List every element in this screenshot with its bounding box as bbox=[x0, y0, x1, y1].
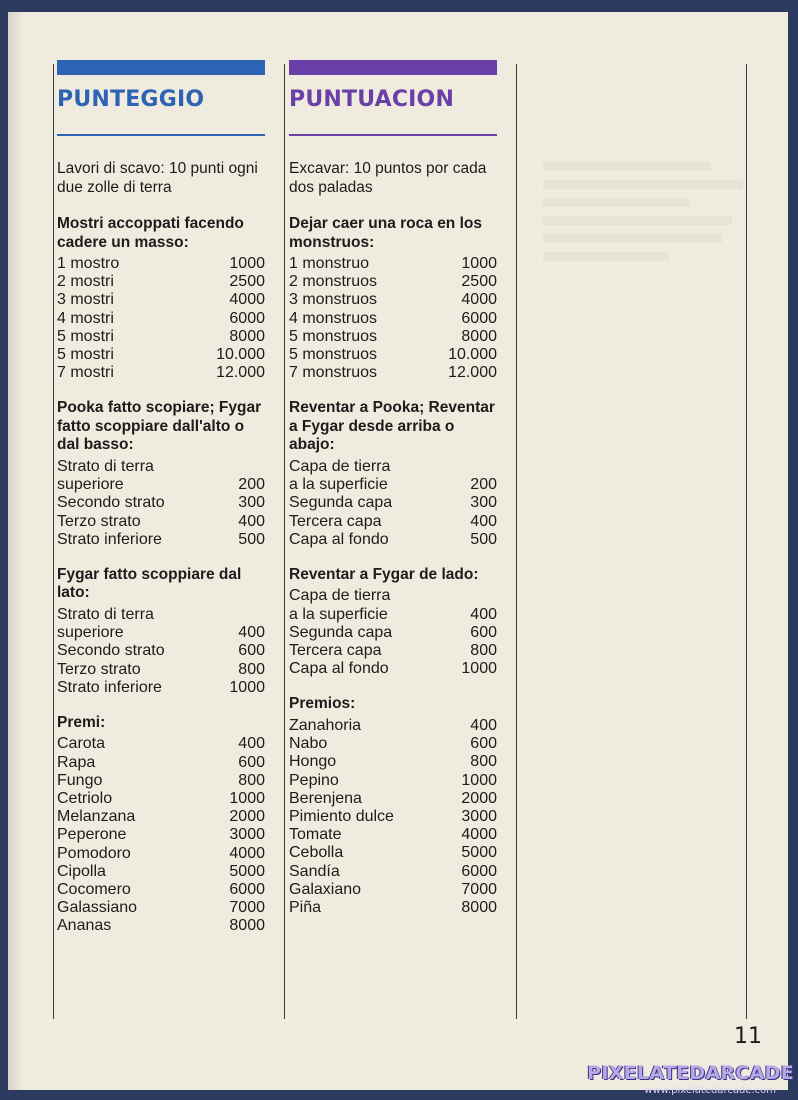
score-label: Galassiano bbox=[57, 899, 138, 917]
watermark bbox=[587, 1062, 798, 1100]
score-label: Segunda capa bbox=[289, 623, 393, 641]
score-value: 8000 bbox=[461, 898, 497, 916]
score-row bbox=[57, 310, 265, 328]
score-label: Secondo strato bbox=[57, 494, 165, 512]
score-value: 4000 bbox=[229, 844, 265, 862]
score-label: Pimiento dulce bbox=[289, 807, 394, 825]
score-row bbox=[57, 513, 265, 531]
score-value: 2500 bbox=[461, 273, 497, 291]
score-label: Berenjena bbox=[289, 789, 362, 807]
score-row bbox=[289, 531, 497, 549]
watermark-url: www.pixelatedarcade.com bbox=[644, 1085, 776, 1096]
italian-rock-heading: Mostri accoppati facendo cadere un masso: bbox=[57, 215, 244, 251]
score-value: 7000 bbox=[461, 880, 497, 898]
score-row bbox=[289, 660, 497, 678]
score-row bbox=[289, 273, 497, 291]
score-value: 12.000 bbox=[448, 364, 497, 382]
score-label: Capa al fondo bbox=[289, 530, 389, 548]
spanish-prize-heading: Premios: bbox=[289, 695, 356, 713]
score-value: 3000 bbox=[461, 807, 497, 825]
score-row bbox=[57, 790, 265, 808]
score-row bbox=[57, 826, 265, 844]
italian-prize-heading: Premi: bbox=[57, 713, 106, 731]
score-label: Pomodoro bbox=[57, 844, 131, 862]
score-value: 5000 bbox=[229, 862, 265, 880]
score-value: 1000 bbox=[461, 255, 497, 272]
score-label: Sandía bbox=[289, 862, 340, 880]
score-row bbox=[289, 863, 497, 881]
score-value: 800 bbox=[238, 771, 265, 789]
score-value: 1000 bbox=[229, 790, 265, 808]
score-label: Peperone bbox=[57, 826, 127, 844]
score-value: 6000 bbox=[461, 309, 497, 327]
score-value: 1000 bbox=[461, 771, 497, 789]
score-row bbox=[57, 273, 265, 291]
score-label: Strato inferiore bbox=[57, 530, 162, 548]
score-row bbox=[289, 808, 497, 826]
score-value: 600 bbox=[470, 735, 497, 753]
score-label: Terzo strato bbox=[57, 512, 141, 530]
spanish-prize-table bbox=[289, 717, 497, 917]
score-value: 500 bbox=[238, 530, 265, 548]
watermark-brand: PIXELATEDARCADE bbox=[587, 1062, 794, 1084]
score-row bbox=[57, 881, 265, 899]
score-row bbox=[289, 291, 497, 309]
page-number: 11 bbox=[734, 1024, 762, 1049]
score-row bbox=[57, 346, 265, 364]
score-value: 4000 bbox=[461, 826, 497, 844]
score-row bbox=[57, 291, 265, 309]
score-value: 800 bbox=[238, 660, 265, 678]
score-label: Nabo bbox=[289, 735, 328, 753]
score-value: 300 bbox=[470, 494, 497, 512]
italian-dig-text: Lavori di scavo: 10 punti ogni due zolle di terra bbox=[57, 160, 258, 196]
score-label: Terzo strato bbox=[57, 660, 141, 678]
score-value: 400 bbox=[238, 735, 265, 753]
spanish-rock-table bbox=[289, 255, 497, 382]
score-label: superiore bbox=[57, 624, 124, 642]
score-value: 10.000 bbox=[448, 346, 497, 364]
spanish-header-bar bbox=[289, 60, 497, 75]
spanish-side-heading: Reventar a Fygar de lado: bbox=[289, 565, 479, 583]
score-value: 400 bbox=[470, 512, 497, 530]
italian-title-rule bbox=[57, 134, 265, 136]
italian-side-heading: Fygar fatto scoppiare dal lato: bbox=[57, 565, 242, 602]
score-row bbox=[289, 642, 497, 660]
spanish-pop-table bbox=[289, 476, 497, 549]
spanish-title-rule bbox=[289, 134, 497, 136]
score-value: 4000 bbox=[229, 291, 265, 309]
score-value: 8000 bbox=[229, 917, 265, 935]
score-row bbox=[57, 863, 265, 881]
italian-side-subhead: Strato di terra bbox=[57, 605, 154, 623]
italian-rock-table bbox=[57, 255, 265, 382]
score-value: 600 bbox=[470, 623, 497, 641]
score-label: Cocomero bbox=[57, 881, 131, 899]
score-value: 600 bbox=[238, 642, 265, 660]
score-row bbox=[289, 735, 497, 753]
score-label: 1 mostro bbox=[57, 255, 120, 272]
score-label: Cipolla bbox=[57, 862, 106, 880]
score-label: 3 mostri bbox=[57, 291, 114, 309]
italian-title: PUNTEGGIO bbox=[57, 87, 205, 112]
score-value: 6000 bbox=[229, 309, 265, 327]
score-label: 7 monstruos bbox=[289, 364, 378, 382]
italian-pop-table bbox=[57, 476, 265, 549]
score-row bbox=[57, 642, 265, 660]
score-row bbox=[289, 753, 497, 771]
score-value: 1000 bbox=[229, 255, 265, 272]
score-value: 200 bbox=[470, 476, 497, 494]
score-label: 1 monstruo bbox=[289, 255, 370, 272]
score-label: a la superficie bbox=[289, 605, 388, 623]
score-row bbox=[289, 255, 497, 273]
score-label: 4 monstruos bbox=[289, 309, 378, 327]
score-row bbox=[289, 717, 497, 735]
score-label: Tercera capa bbox=[289, 642, 382, 660]
score-value: 2000 bbox=[461, 789, 497, 807]
score-value: 4000 bbox=[461, 291, 497, 309]
column-rule-left bbox=[53, 64, 54, 1019]
spanish-title: PUNTUACION bbox=[289, 87, 455, 112]
score-row bbox=[289, 606, 497, 624]
score-value: 1000 bbox=[229, 678, 265, 696]
score-value: 500 bbox=[470, 530, 497, 548]
score-value: 400 bbox=[238, 512, 265, 530]
score-row bbox=[57, 899, 265, 917]
italian-prize-table bbox=[57, 735, 265, 935]
score-row bbox=[289, 790, 497, 808]
score-value: 400 bbox=[470, 605, 497, 623]
spanish-side-subhead: Capa de tierra bbox=[289, 587, 391, 605]
spanish-pop-subhead: Capa de tierra bbox=[289, 457, 391, 475]
score-label: Cebolla bbox=[289, 844, 344, 862]
score-row bbox=[57, 624, 265, 642]
score-row bbox=[57, 917, 265, 935]
score-value: 8000 bbox=[461, 327, 497, 345]
score-label: Tomate bbox=[289, 826, 342, 844]
score-row bbox=[57, 531, 265, 549]
score-value: 7000 bbox=[229, 899, 265, 917]
spanish-rock-heading: Dejar caer una roca en los monstruos: bbox=[289, 215, 482, 251]
score-row bbox=[289, 899, 497, 917]
score-label: 5 monstruos bbox=[289, 346, 378, 364]
score-row bbox=[57, 494, 265, 512]
score-label: Rapa bbox=[57, 753, 96, 771]
score-row bbox=[57, 808, 265, 826]
score-value: 10.000 bbox=[216, 346, 265, 364]
score-row bbox=[57, 255, 265, 273]
spanish-dig-text: Excavar: 10 puntos por cada dos paladas bbox=[289, 160, 487, 196]
score-row bbox=[57, 476, 265, 494]
column-rule-middle bbox=[284, 64, 285, 1019]
score-label: 5 mostri bbox=[57, 346, 114, 364]
score-value: 300 bbox=[238, 494, 265, 512]
score-value: 2500 bbox=[229, 273, 265, 291]
spanish-side-table bbox=[289, 606, 497, 679]
score-value: 6000 bbox=[461, 862, 497, 880]
score-label: Tercera capa bbox=[289, 512, 382, 530]
score-value: 800 bbox=[470, 753, 497, 771]
score-row bbox=[57, 754, 265, 772]
score-label: Melanzana bbox=[57, 808, 136, 826]
bleed-through-text bbox=[543, 162, 753, 270]
score-label: Cetriolo bbox=[57, 790, 113, 808]
score-label: Carota bbox=[57, 735, 106, 753]
score-label: 5 monstruos bbox=[289, 327, 378, 345]
score-value: 3000 bbox=[229, 826, 265, 844]
score-value: 400 bbox=[238, 624, 265, 642]
score-row bbox=[289, 881, 497, 899]
score-label: Hongo bbox=[289, 753, 337, 771]
score-row bbox=[289, 328, 497, 346]
italian-pop-subhead: Strato di terra bbox=[57, 457, 154, 475]
score-value: 400 bbox=[470, 716, 497, 734]
score-value: 6000 bbox=[229, 881, 265, 899]
score-row bbox=[289, 513, 497, 531]
score-row bbox=[57, 661, 265, 679]
score-row bbox=[289, 346, 497, 364]
score-row bbox=[289, 624, 497, 642]
score-value: 8000 bbox=[229, 327, 265, 345]
score-row bbox=[57, 328, 265, 346]
score-label: superiore bbox=[57, 476, 124, 494]
score-value: 800 bbox=[470, 642, 497, 660]
score-label: 2 monstruos bbox=[289, 273, 378, 291]
spanish-column bbox=[289, 60, 497, 934]
score-row bbox=[57, 772, 265, 790]
score-label: Pepino bbox=[289, 771, 339, 789]
score-row bbox=[289, 844, 497, 862]
score-row bbox=[289, 476, 497, 494]
score-label: Capa al fondo bbox=[289, 660, 389, 678]
score-label: Fungo bbox=[57, 771, 103, 789]
score-label: Galaxiano bbox=[289, 880, 362, 898]
score-row bbox=[289, 826, 497, 844]
italian-side-table bbox=[57, 624, 265, 697]
italian-pop-heading: Pooka fatto scopiare; Fygar fatto scoppiare dall'alto o dal basso: bbox=[57, 399, 262, 454]
score-label: Piña bbox=[289, 898, 322, 916]
score-row bbox=[289, 494, 497, 512]
score-row bbox=[289, 772, 497, 790]
italian-column bbox=[57, 60, 265, 953]
score-row bbox=[57, 845, 265, 863]
score-label: a la superficie bbox=[289, 476, 388, 494]
score-value: 1000 bbox=[461, 660, 497, 678]
score-value: 12.000 bbox=[216, 364, 265, 382]
column-rule-right bbox=[516, 64, 517, 1019]
score-row bbox=[57, 364, 265, 382]
score-value: 2000 bbox=[229, 808, 265, 826]
italian-header-bar bbox=[57, 60, 265, 75]
score-label: Zanahoria bbox=[289, 716, 362, 734]
score-label: Ananas bbox=[57, 917, 112, 935]
score-label: 2 mostri bbox=[57, 273, 114, 291]
score-label: 5 mostri bbox=[57, 327, 114, 345]
score-row bbox=[289, 364, 497, 382]
score-label: 4 mostri bbox=[57, 309, 114, 327]
score-label: 7 mostri bbox=[57, 364, 114, 382]
score-label: Secondo strato bbox=[57, 642, 165, 660]
score-value: 200 bbox=[238, 476, 265, 494]
score-row bbox=[57, 679, 265, 697]
score-value: 600 bbox=[238, 753, 265, 771]
score-label: Strato inferiore bbox=[57, 678, 162, 696]
spanish-pop-heading: Reventar a Pooka; Reventar a Fygar desde arriba o abajo: bbox=[289, 399, 495, 454]
score-row bbox=[289, 310, 497, 328]
score-row bbox=[57, 735, 265, 753]
score-value: 5000 bbox=[461, 844, 497, 862]
score-label: Segunda capa bbox=[289, 494, 393, 512]
score-label: 3 monstruos bbox=[289, 291, 378, 309]
